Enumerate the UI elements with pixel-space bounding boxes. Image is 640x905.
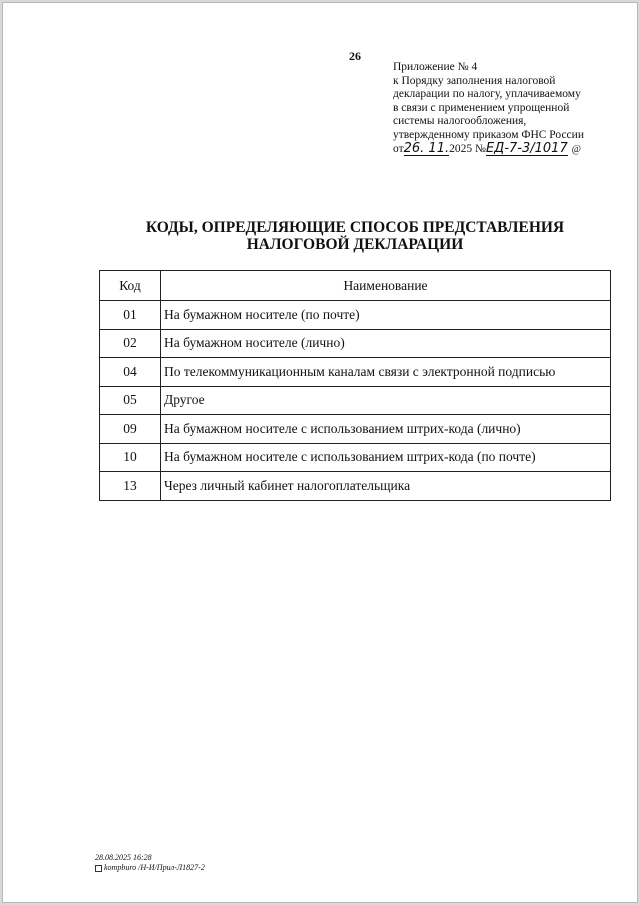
file-icon	[95, 865, 102, 872]
row-code: 04	[100, 358, 161, 387]
codes-table	[99, 270, 611, 501]
appendix-line: утвержденному приказом ФНС России	[393, 128, 584, 141]
row-code: 02	[100, 329, 161, 358]
appendix-line: в связи с применением упрощенной	[393, 101, 570, 114]
table-row	[100, 301, 611, 330]
table-row	[100, 415, 611, 444]
row-name: На бумажном носителе (лично)	[161, 329, 611, 358]
handwritten-order-number: ЕД-7-3/1017	[485, 140, 568, 156]
row-code: 09	[100, 415, 161, 444]
row-name: На бумажном носителе (по почте)	[161, 301, 611, 330]
header-name: Наименование	[161, 271, 611, 301]
document-title	[99, 219, 611, 253]
footer-path-line	[95, 863, 205, 873]
row-name: По телекоммуникационным каналам связи с электронной подписью	[161, 358, 611, 387]
date-year: 2025 №	[449, 142, 486, 155]
header-code: Код	[100, 271, 161, 301]
order-date-number-line	[393, 140, 623, 157]
title-line-2: НАЛОГОВОЙ ДЕКЛАРАЦИИ	[246, 236, 464, 253]
footer-timestamp: 28.08.2025 16:28	[95, 853, 152, 862]
row-name: На бумажном носителе с использованием штрих-кода (лично)	[161, 415, 611, 444]
row-code: 01	[100, 301, 161, 330]
row-code: 05	[100, 386, 161, 415]
date-prefix: от	[393, 142, 404, 155]
footer-path: kompburo /Н-И/Прил-Л1827-2	[104, 863, 205, 872]
row-name: На бумажном носителе с использованием штрих-кода (по почте)	[161, 443, 611, 472]
handwritten-date: 26. 11.	[403, 140, 450, 156]
appendix-header	[393, 61, 623, 156]
table-row	[100, 386, 611, 415]
table-row	[100, 329, 611, 358]
table-row	[100, 443, 611, 472]
table-header-row	[100, 271, 611, 301]
row-name: Другое	[161, 386, 611, 415]
appendix-line: системы налогообложения,	[393, 115, 527, 128]
document-footer	[95, 853, 205, 873]
row-code: 13	[100, 472, 161, 501]
page-number: 26	[349, 49, 361, 63]
row-name: Через личный кабинет налогоплательщика	[161, 472, 611, 501]
appendix-line: к Порядку заполнения налоговой	[393, 74, 556, 87]
row-code: 10	[100, 443, 161, 472]
appendix-line: Приложение № 4	[393, 61, 478, 73]
appendix-line: декларации по налогу, уплачиваемому	[393, 88, 581, 101]
table-row	[100, 472, 611, 501]
order-number-suffix: @	[571, 143, 581, 155]
document-page	[2, 2, 638, 903]
table-row	[100, 358, 611, 387]
title-line-1: КОДЫ, ОПРЕДЕЛЯЮЩИЕ СПОСОБ ПРЕДСТАВЛЕНИЯ	[145, 219, 565, 236]
